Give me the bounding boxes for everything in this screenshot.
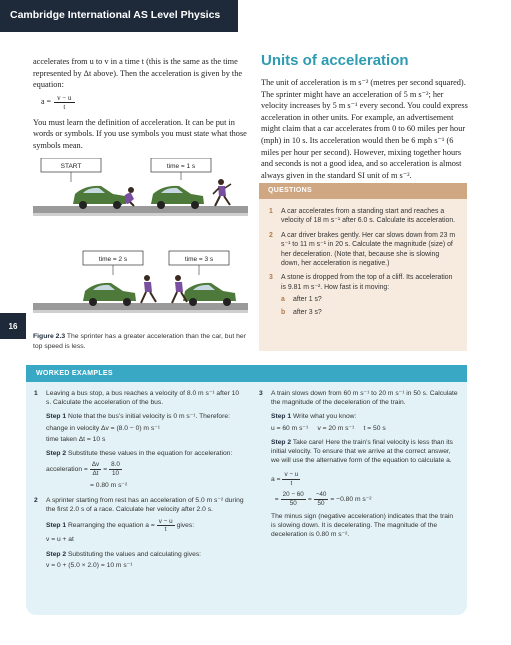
- label-time-3: time = 3 s: [184, 256, 214, 263]
- car-start: [73, 186, 126, 209]
- figure-caption-text: The sprinter has a greater acceleration than the car, but her top speed is less.: [33, 333, 246, 350]
- question-text: A car driver brakes gently. Her car slows down from 23 m s⁻¹ to 11 m s⁻¹ in 20 s. Calculate the magnitude (size) of her deceleration. (Note that, because she is slowing down, her acceleration is negative.): [281, 231, 456, 268]
- step-text: Substituting the values and calculating gives:: [67, 550, 202, 558]
- units-paragraph: The unit of acceleration is m s⁻² (metres per second squared). The sprinter might have an acceleration of 5 m s⁻²; her velocity increases by 5 m s⁻¹ every second. You could express acceleration in other units. For example, an advertisement might claim that a car accelerates from 0 to 60 miles per hour (mph) in 10 s. Its acceleration would then be 6 mph s⁻¹ (6 miles per hour per second). However, mixing together hours and seconds is not a good idea, and so acceleration is almost always given in the standard SI unit of m s⁻².: [261, 78, 468, 180]
- step-label: Step 2: [46, 450, 67, 458]
- worked-examples-right-column: [259, 389, 459, 540]
- fraction-numerator: −40: [315, 491, 327, 499]
- fraction-denominator: t: [63, 102, 66, 111]
- step: [46, 449, 246, 458]
- fraction: [90, 461, 101, 477]
- step-label: Step 2: [46, 550, 67, 558]
- step-text-tail: gives:: [176, 521, 195, 529]
- question-number: 1: [269, 208, 273, 215]
- acceleration-equation: [41, 94, 248, 111]
- car-time-3: [183, 283, 236, 306]
- page-number: 16: [0, 313, 26, 339]
- step: [46, 550, 246, 559]
- fraction-numerator: 8.0: [111, 461, 120, 469]
- book-title: Cambridge International AS Level Physics: [10, 9, 221, 21]
- worked-examples-left-column: [34, 389, 246, 570]
- car-time-2: [83, 283, 136, 306]
- sprinter-time-2: [141, 275, 156, 303]
- math-equation: [271, 471, 459, 487]
- fraction: [282, 471, 300, 487]
- fraction-denominator: 50: [289, 499, 297, 507]
- question-item: [269, 207, 459, 226]
- section-title-units: Units of acceleration: [261, 52, 409, 69]
- figure-caption: [33, 332, 253, 351]
- intro-text: [33, 56, 248, 152]
- figure-2-3: [33, 158, 248, 318]
- label-time-1: time = 1 s: [166, 163, 196, 170]
- question-text: A car accelerates from a standing start and reaches a velocity of 18 m s⁻¹ after 6.0 s. Calculate its acceleration.: [281, 208, 456, 225]
- closing-text: The minus sign (negative acceleration) indicates that the train is slowing down. It is decelerating. The magnitude of the deceleration is 0.80 m s⁻².: [271, 513, 454, 539]
- fraction-denominator: t: [290, 479, 293, 487]
- intro-paragraph-1: accelerates from u to v in a time t (this is the same as the time represented by Δt above). Then the acceleration is given by the equation:: [33, 57, 243, 90]
- intro-paragraph-2: You must learn the definition of acceleration. It can be put in words or symbols. If you use symbols you must state what those symbols mean.: [33, 117, 247, 150]
- equation-lhs: a =: [271, 475, 281, 483]
- sub-question-letter: b: [281, 308, 286, 316]
- fraction-denominator: t: [164, 526, 167, 534]
- fraction-denominator: 50: [317, 499, 325, 507]
- sub-question-letter: a: [281, 296, 285, 304]
- fraction-numerator: Δv: [91, 461, 100, 469]
- questions-list: [259, 199, 467, 317]
- fraction: [157, 518, 175, 534]
- example-question: A train slows down from 60 m s⁻¹ to 20 m s⁻¹ in 50 s. Calculate the magnitude of the deceleration of the train.: [271, 390, 458, 407]
- fraction: [281, 491, 306, 507]
- figure-label: Figure 2.3: [33, 333, 66, 340]
- equation-fraction: [54, 94, 74, 111]
- step-label: Step 1: [46, 521, 67, 529]
- step-label: Step 1: [271, 413, 292, 421]
- worked-example-1: [34, 389, 246, 407]
- math-line: u = 60 m s⁻¹ v = 20 m s⁻¹ t = 50 s: [271, 424, 386, 432]
- example-number: 2: [34, 497, 38, 505]
- example-1-solution: [34, 412, 246, 490]
- fraction-denominator: Δt: [92, 469, 99, 477]
- sub-question-text: after 1 s?: [293, 296, 322, 304]
- sub-question: [281, 295, 459, 304]
- math-result: = −0.80 m s⁻²: [330, 495, 372, 503]
- step: [271, 412, 459, 421]
- step-text: Note that the bus’s initial velocity is 0 m s⁻¹. Therefore:: [67, 413, 230, 421]
- label-start: START: [60, 163, 82, 170]
- step-label: Step 1: [46, 413, 67, 421]
- sub-question: [281, 308, 459, 317]
- worked-example-2: [34, 496, 246, 514]
- example-number: 3: [259, 390, 263, 397]
- equation-lhs: acceleration =: [46, 465, 88, 473]
- step: [46, 518, 246, 534]
- race-illustration: [33, 158, 248, 318]
- question-number: 3: [269, 274, 273, 282]
- step: [271, 438, 459, 466]
- question-text: A stone is dropped from the top of a cliff. Its acceleration is 9.81 m s⁻². How fast is it moving:: [281, 274, 453, 291]
- step-text: Write what you know:: [292, 413, 357, 421]
- math-line: v = 0 + (5.0 × 2.0) = 10 m s⁻¹: [46, 561, 133, 569]
- math-equation: = $\frac{20 - 60}{50}$ = $\frac{-40}{50}$ = −0.80 m s⁻²: [271, 491, 372, 507]
- question-number: 2: [269, 231, 273, 239]
- math-line: time taken Δt = 10 s: [46, 435, 106, 443]
- worked-examples-box: [26, 365, 467, 615]
- question-item: [269, 231, 459, 269]
- fraction-denominator: 10: [111, 469, 119, 477]
- example-question: Leaving a bus stop, a bus reaches a velocity of 8.0 m s⁻¹ after 10 s. Calculate the acceleration of the bus.: [46, 390, 240, 407]
- page-header: [0, 0, 511, 32]
- step-text: Take care! Here the train’s final velocity is less than its initial velocity. To ensure that we arrive at the correct answer, we will use the alternative form of the equation to calculate a.: [271, 438, 453, 465]
- math-line: v = u + at: [46, 536, 74, 544]
- example-question: A sprinter starting from rest has an acceleration of 5.0 m s⁻² during the first 2.0 s of a race. Calculate her velocity after 2.0 s.: [46, 497, 244, 514]
- equals-sign: =: [103, 465, 108, 473]
- fraction-numerator: 20 − 60: [282, 491, 304, 499]
- road-top: [33, 206, 248, 213]
- sprinter-time-1: [213, 179, 231, 206]
- math-equation: [46, 461, 246, 477]
- car-time-1: [151, 186, 204, 209]
- step-label: Step 2: [271, 438, 292, 446]
- worked-examples-header: WORKED EXAMPLES: [26, 365, 467, 382]
- example-number: 1: [34, 390, 38, 397]
- sprinter-time-3: [172, 275, 187, 303]
- worked-example-3: [259, 389, 459, 407]
- example-2-solution: [34, 518, 246, 570]
- example-3-solution: [259, 412, 459, 539]
- label-time-2: time = 2 s: [98, 256, 128, 263]
- question-item: [269, 273, 459, 317]
- sub-question-text: after 3 s?: [293, 308, 322, 316]
- fraction: [314, 491, 329, 507]
- math-line: change in velocity Δv = (8.0 − 0) m s⁻¹: [46, 424, 160, 432]
- fraction-numerator: v − u: [284, 471, 299, 479]
- math-result: = 0.80 m s⁻²: [90, 482, 128, 490]
- header-bar: [0, 0, 238, 32]
- fraction-numerator: v − u: [54, 94, 74, 103]
- step: [46, 412, 246, 421]
- questions-box: [259, 183, 467, 351]
- questions-header: QUESTIONS: [259, 183, 467, 199]
- fraction: [109, 461, 122, 477]
- equation-lhs: a =: [41, 97, 52, 107]
- fraction-numerator: v − u: [158, 517, 173, 525]
- step-text: Rearranging the equation a =: [67, 521, 155, 529]
- road-bottom: [33, 303, 248, 310]
- step-text: Substitute these values in the equation for acceleration:: [67, 450, 233, 458]
